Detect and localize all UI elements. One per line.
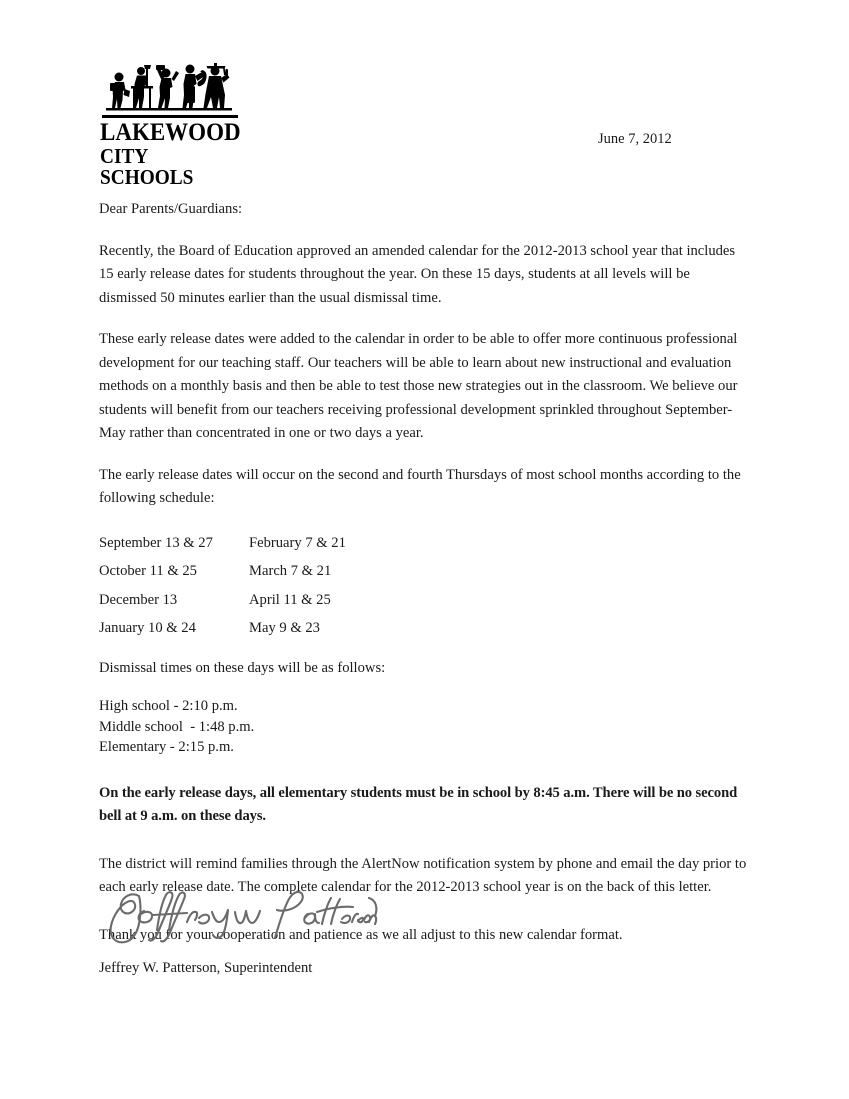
paragraph-intro: Recently, the Board of Education approved an amended calendar for the 2012-2013 school year that includes 15 early release dates for students throughout the year. On these 15 days, students at all levels will be dismissed 50 minutes earlier than the usual dismissal time.	[99, 242, 736, 306]
students-silhouette-logo-icon	[104, 58, 236, 114]
dismissal-intro: Dismissal times on these days will be as follows:	[99, 659, 386, 676]
schedule-fall-date: October 11 & 25	[99, 563, 197, 579]
paragraph-schedule-intro: The early release dates will occur on the second and fourth Thursdays of most school months according to the following schedule:	[99, 466, 741, 506]
salutation: Dear Parents/Guardians:	[99, 201, 243, 217]
schedule-spring-date: May 9 & 23	[249, 620, 320, 636]
schedule-row	[99, 529, 751, 558]
schedule-fall-date: January 10 & 24	[99, 620, 196, 636]
signature-block	[99, 886, 499, 977]
dismissal-time-item: Elementary - 2:15 p.m.	[99, 739, 234, 755]
schedule-spring-date: February 7 & 21	[249, 534, 346, 551]
schedule-fall-date: September 13 & 27	[99, 534, 213, 551]
schedule-spring-date: March 7 & 21	[249, 563, 332, 579]
schedule-spring-date: April 11 & 25	[249, 591, 331, 608]
schedule-row	[99, 557, 751, 586]
signature-name-title: Jeffrey W. Patterson, Superintendent	[99, 960, 313, 976]
paragraph-elementary-notice: On the early release days, all elementary students must be in school by 8:45 a.m. There will be no second bell at 9 a.m. on these days.	[99, 784, 738, 824]
schedule-fall-date: December 13	[99, 591, 178, 608]
logo-wordmark	[100, 120, 250, 188]
dismissal-time-item: High school - 2:10 p.m.	[99, 698, 238, 714]
logo-divider-rule	[102, 115, 238, 118]
logo-name-line1: LAKEWOOD	[100, 119, 241, 146]
paragraph-closing: Thank you for your cooperation and patience as we all adjust to this new calendar format.	[99, 926, 623, 943]
logo-name-line2: CITY SCHOOLS	[100, 143, 194, 189]
letter-body	[99, 198, 751, 965]
paragraph-alertnow: The district will remind families through the AlertNow notification system by phone and email the day prior to each early release date. The complete calendar for the 2012-2013 school year is on the back of this letter.	[99, 855, 747, 895]
schedule-row	[99, 586, 751, 615]
letter-date: June 7, 2012	[598, 131, 672, 147]
dismissal-time-item: Middle school - 1:48 p.m.	[99, 718, 255, 735]
paragraph-rationale: These early release dates were added to the calendar in order to be able to offer more continuous professional development for our teaching staff. Our teachers will be able to learn about new instructional and evaluation methods on a monthly basis and then be able to test those new strategies out in the classroom. We believe our students will benefit from our teachers receiving professional development sprinkled throughout September-May rather than concentrated in one or two days a year.	[99, 331, 738, 441]
schedule-row	[99, 614, 751, 643]
dismissal-times-list	[99, 696, 751, 758]
letterhead	[100, 58, 250, 188]
early-release-schedule	[99, 529, 751, 643]
jeffrey-w-patterson-signature-icon	[99, 886, 379, 948]
